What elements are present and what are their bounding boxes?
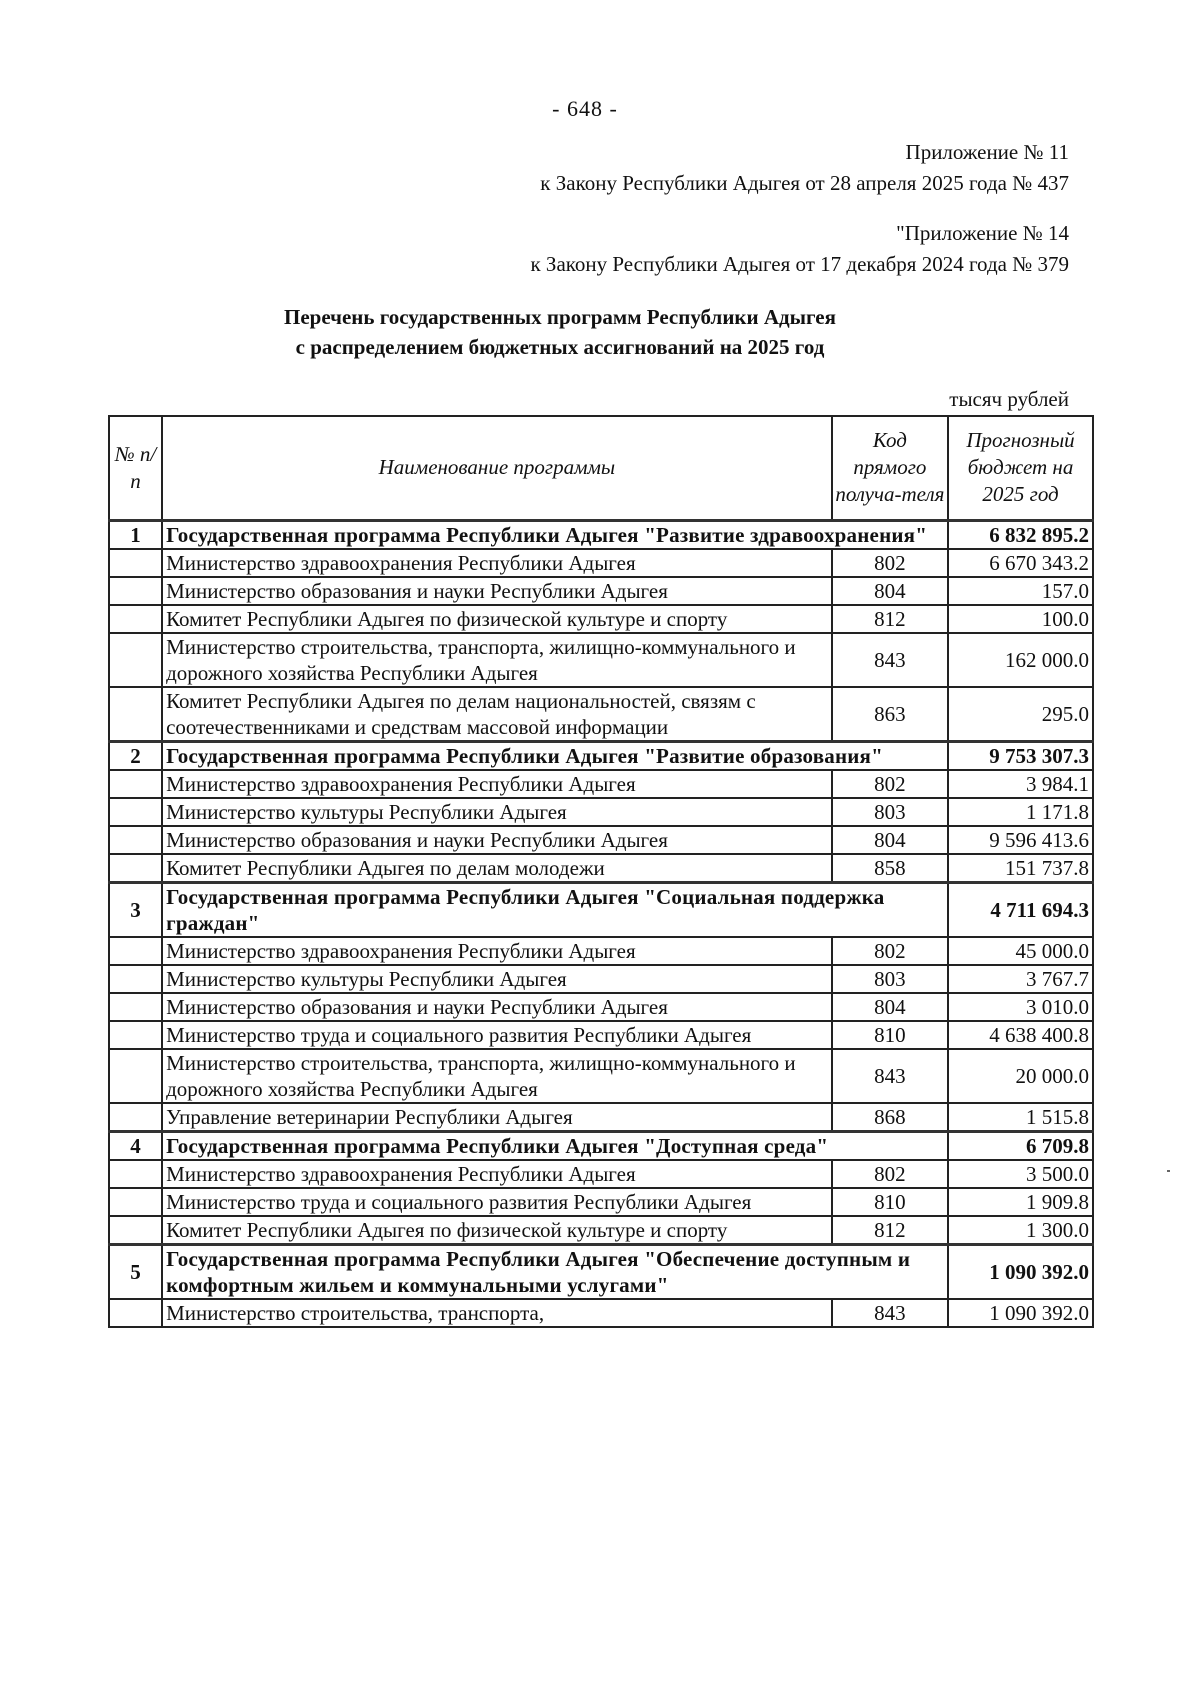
recipient-amount: 3 767.7 — [948, 965, 1093, 993]
recipient-name: Министерство здравоохранения Республики Адыгея — [162, 549, 832, 577]
program-total: 9 753 307.3 — [948, 741, 1093, 770]
recipient-code: 802 — [832, 1160, 948, 1188]
recipient-name: Министерство здравоохранения Республики Адыгея — [162, 770, 832, 798]
row-number: 5 — [109, 1244, 162, 1299]
recipient-row — [109, 1103, 1093, 1132]
recipient-name: Министерство образования и науки Республики Адыгея — [162, 577, 832, 605]
row-number: 4 — [109, 1131, 162, 1160]
row-number — [109, 1299, 162, 1327]
recipient-name: Комитет Республики Адыгея по физической культуре и спорту — [162, 1216, 832, 1245]
recipient-code: 868 — [832, 1103, 948, 1132]
recipient-row — [109, 1216, 1093, 1245]
header-code: Код прямого получа-теля — [832, 416, 948, 520]
program-total: 6 709.8 — [948, 1131, 1093, 1160]
recipient-code: 810 — [832, 1021, 948, 1049]
header-sum: Прогнозный бюджет на 2025 год — [948, 416, 1093, 520]
recipient-amount: 4 638 400.8 — [948, 1021, 1093, 1049]
recipient-name: Министерство труда и социального развития Республики Адыгея — [162, 1188, 832, 1216]
recipient-code: 843 — [832, 633, 948, 687]
row-number: 1 — [109, 520, 162, 549]
recipient-row — [109, 798, 1093, 826]
recipient-amount: 3 010.0 — [948, 993, 1093, 1021]
recipient-row — [109, 549, 1093, 577]
recipient-name: Министерство строительства, транспорта, — [162, 1299, 832, 1327]
recipient-row — [109, 633, 1093, 687]
recipient-amount: 295.0 — [948, 687, 1093, 742]
budget-table — [108, 415, 1094, 1328]
row-number — [109, 854, 162, 883]
recipient-code: 810 — [832, 1188, 948, 1216]
row-number — [109, 1021, 162, 1049]
annex-current-reference — [540, 137, 1069, 199]
recipient-code: 858 — [832, 854, 948, 883]
recipient-amount: 1 909.8 — [948, 1188, 1093, 1216]
row-number — [109, 633, 162, 687]
document-title-line1: Перечень государственных программ Республики Адыгея — [284, 305, 836, 329]
program-name: Государственная программа Республики Адыгея "Развитие здравоохранения" — [162, 520, 948, 549]
recipient-amount: 3 984.1 — [948, 770, 1093, 798]
row-number — [109, 1188, 162, 1216]
program-name: Государственная программа Республики Адыгея "Развитие образования" — [162, 741, 948, 770]
annex-original-line2: к Закону Республики Адыгея от 17 декабря 2024 года № 379 — [530, 252, 1069, 276]
recipient-code: 804 — [832, 826, 948, 854]
row-number — [109, 1216, 162, 1245]
recipient-row — [109, 1188, 1093, 1216]
program-name: Государственная программа Республики Адыгея "Социальная поддержка граждан" — [162, 882, 948, 937]
scan-artifact — [1167, 1170, 1170, 1172]
recipient-amount: 1 515.8 — [948, 1103, 1093, 1132]
recipient-row — [109, 854, 1093, 883]
recipient-row — [109, 577, 1093, 605]
table-header-row — [109, 416, 1093, 520]
recipient-name: Министерство здравоохранения Республики Адыгея — [162, 1160, 832, 1188]
recipient-code: 804 — [832, 993, 948, 1021]
page-number — [0, 96, 1200, 122]
row-number: 3 — [109, 882, 162, 937]
recipient-row — [109, 993, 1093, 1021]
program-row — [109, 741, 1093, 770]
program-row — [109, 1244, 1093, 1299]
document-title — [104, 302, 1016, 362]
recipient-row — [109, 937, 1093, 965]
row-number — [109, 798, 162, 826]
annex-current-line1: Приложение № 11 — [905, 140, 1069, 164]
recipient-code: 803 — [832, 965, 948, 993]
recipient-name: Министерство культуры Республики Адыгея — [162, 965, 832, 993]
recipient-code: 843 — [832, 1299, 948, 1327]
row-number — [109, 770, 162, 798]
recipient-code: 843 — [832, 1049, 948, 1103]
recipient-row — [109, 965, 1093, 993]
row-number — [109, 577, 162, 605]
recipient-row — [109, 687, 1093, 742]
recipient-code: 812 — [832, 605, 948, 633]
page-number-text: - 648 - — [552, 96, 618, 121]
program-row — [109, 1131, 1093, 1160]
recipient-name: Министерство труда и социального развития Республики Адыгея — [162, 1021, 832, 1049]
program-name: Государственная программа Республики Адыгея "Обеспечение доступным и комфортным жильем и коммунальными услугами" — [162, 1244, 948, 1299]
recipient-amount: 1 090 392.0 — [948, 1299, 1093, 1327]
recipient-code: 802 — [832, 937, 948, 965]
annex-original-reference — [530, 218, 1069, 280]
recipient-code: 802 — [832, 770, 948, 798]
program-total: 4 711 694.3 — [948, 882, 1093, 937]
table-body — [109, 520, 1093, 1327]
row-number — [109, 605, 162, 633]
program-row — [109, 520, 1093, 549]
recipient-row — [109, 605, 1093, 633]
recipient-amount: 151 737.8 — [948, 854, 1093, 883]
row-number — [109, 993, 162, 1021]
recipient-amount: 162 000.0 — [948, 633, 1093, 687]
recipient-name: Управление ветеринарии Республики Адыгея — [162, 1103, 832, 1132]
row-number — [109, 1103, 162, 1132]
row-number — [109, 826, 162, 854]
recipient-amount: 9 596 413.6 — [948, 826, 1093, 854]
recipient-amount: 20 000.0 — [948, 1049, 1093, 1103]
header-name: Наименование программы — [162, 416, 832, 520]
recipient-row — [109, 1160, 1093, 1188]
header-num: № п/п — [109, 416, 162, 520]
program-name: Государственная программа Республики Адыгея "Доступная среда" — [162, 1131, 948, 1160]
recipient-amount: 100.0 — [948, 605, 1093, 633]
recipient-name: Министерство строительства, транспорта, жилищно-коммунального и дорожного хозяйства Республики Адыгея — [162, 633, 832, 687]
recipient-name: Комитет Республики Адыгея по делам молодежи — [162, 854, 832, 883]
recipient-name: Министерство здравоохранения Республики Адыгея — [162, 937, 832, 965]
recipient-row — [109, 1021, 1093, 1049]
recipient-amount: 3 500.0 — [948, 1160, 1093, 1188]
row-number — [109, 937, 162, 965]
recipient-amount: 45 000.0 — [948, 937, 1093, 965]
row-number — [109, 1160, 162, 1188]
recipient-code: 803 — [832, 798, 948, 826]
recipient-name: Комитет Республики Адыгея по физической культуре и спорту — [162, 605, 832, 633]
units-label: тысяч рублей — [949, 387, 1069, 411]
recipient-amount: 1 300.0 — [948, 1216, 1093, 1245]
recipient-code: 804 — [832, 577, 948, 605]
recipient-row — [109, 826, 1093, 854]
recipient-code: 802 — [832, 549, 948, 577]
row-number: 2 — [109, 741, 162, 770]
annex-original-line1: "Приложение № 14 — [896, 221, 1069, 245]
row-number — [109, 1049, 162, 1103]
recipient-name: Комитет Республики Адыгея по делам национальностей, связям с соотечественниками и средствам массовой информации — [162, 687, 832, 742]
document-title-line2: с распределением бюджетных ассигнований на 2025 год — [295, 335, 825, 359]
recipient-row — [109, 770, 1093, 798]
recipient-name: Министерство строительства, транспорта, жилищно-коммунального и дорожного хозяйства Республики Адыгея — [162, 1049, 832, 1103]
program-total: 6 832 895.2 — [948, 520, 1093, 549]
recipient-code: 863 — [832, 687, 948, 742]
program-total: 1 090 392.0 — [948, 1244, 1093, 1299]
recipient-name: Министерство образования и науки Республики Адыгея — [162, 993, 832, 1021]
recipient-amount: 6 670 343.2 — [948, 549, 1093, 577]
row-number — [109, 549, 162, 577]
recipient-name: Министерство культуры Республики Адыгея — [162, 798, 832, 826]
recipient-amount: 1 171.8 — [948, 798, 1093, 826]
row-number — [109, 687, 162, 742]
recipient-row — [109, 1049, 1093, 1103]
row-number — [109, 965, 162, 993]
recipient-code: 812 — [832, 1216, 948, 1245]
recipient-row — [109, 1299, 1093, 1327]
annex-current-line2: к Закону Республики Адыгея от 28 апреля 2025 года № 437 — [540, 171, 1069, 195]
recipient-name: Министерство образования и науки Республики Адыгея — [162, 826, 832, 854]
program-row — [109, 882, 1093, 937]
recipient-amount: 157.0 — [948, 577, 1093, 605]
